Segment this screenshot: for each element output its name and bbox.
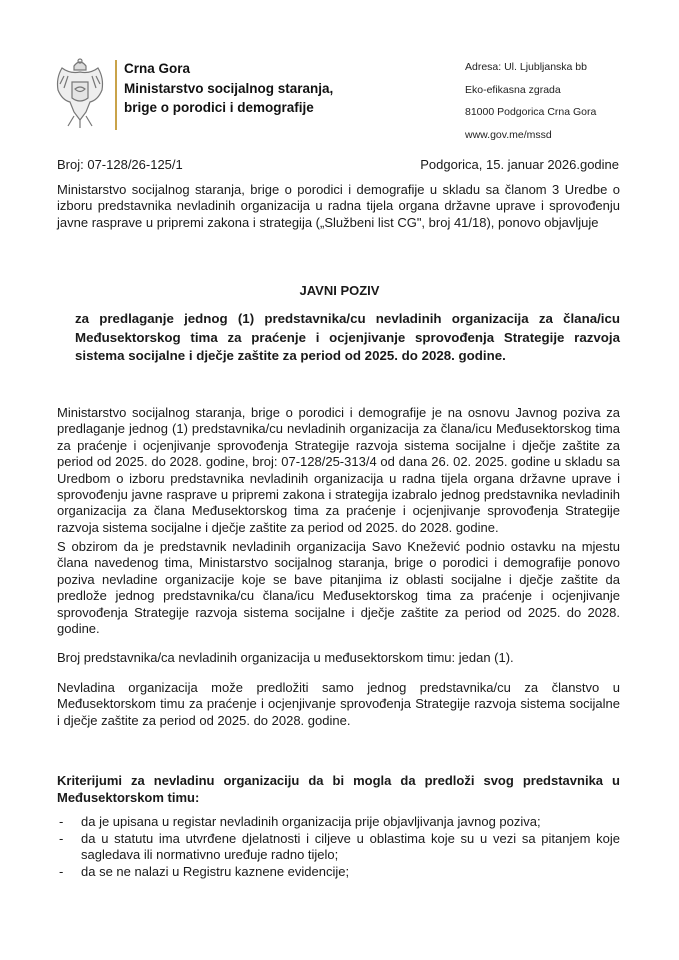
criteria-item-text: da je upisana u registar nevladinih organizacija prije objavljivanja javnog poziva; (81, 814, 541, 829)
document-title: JAVNI POZIV (299, 283, 380, 298)
bullet-dash: - (59, 863, 64, 879)
org-ministry-line-1: Ministarstvo socijalnog staranja, (124, 80, 334, 96)
criteria-item-text: da se ne nalazi u Registru kaznene evidencije; (81, 863, 350, 879)
body-paragraph-4: Nevladina organizacija može predložiti samo jednog predstavnika/cu za članstvo u Međusektorskom timu za praćenje i ocjenjivanje sprovođenja Strategije razvoja sistema socijalne i dječje zaštite za period od 2025. do 2028. godine. (57, 680, 620, 728)
place-date: Podgorica, 15. januar 2026.godine (420, 157, 619, 172)
montenegro-coat-of-arms-icon (52, 56, 108, 132)
address-city: 81000 Podgorica Crna Gora (465, 106, 597, 118)
criteria-item (57, 814, 620, 831)
document-subtitle: za predlaganje jednog (1) predstavnika/cu nevladinih organizacija za člana/icu Međusektorskog tima za praćenje i ocjenjivanje sprovođenja Strategije razvoja sistema socijalne i dječje zaštite za period od 2025. do 2028. godine. (75, 311, 620, 363)
address-building: Eko-efikasna zgrada (465, 83, 561, 96)
body-paragraph-2: S obzirom da je predstavnik nevladinih organizacija Savo Knežević podnio ostavku na mjestu člana navedenog tima, Ministarstvo socijalnog staranja, brige o porodici i demografije ponovo poziva nevladine organizacije koje se bave pitanjima iz oblasti socijalne i dječje zaštite da predlože jednog predstavnika/cu člana/icu Međusektorskog tima za praćenje i ocjenjivanje sprovođenja Strategije razvoja sistema socijalne i dječje zaštite za period od 2025. do 2028. godine. (57, 539, 620, 637)
intro-paragraph: Ministarstvo socijalnog staranja, brige o porodici i demografije u skladu sa članom 3 Uredbe o izboru predstavnika nevladinih organizacija u radna tijela organa državne uprave i sprovođenju javne rasprave u pripremi zakona i strategija („Službeni list CG", broj 41/18), ponovo objavljuje (57, 182, 620, 230)
criteria-list (57, 814, 620, 880)
org-ministry-line-2: brige o porodici i demografije (124, 100, 314, 115)
address-street: Adresa: Ul. Ljubljanska bb (465, 61, 587, 73)
bullet-dash: - (59, 814, 64, 829)
body-paragraph-1: Ministarstvo socijalnog staranja, brige o porodici i demografije je na osnovu Javnog poziva za predlaganje jednog (1) predstavnika/cu nevladinih organizacija za člana/icu Međusektorskog tima za praćenje i ocjenjivanje sprovođenja Strategije razvoja sistema socijalne i dječje zaštite za period od 2025. do 2028. godine, broj: 07-128/25-313/4 od dana 26. 02. 2025. godine u skladu sa Uredbom o izboru predstavnika nevladinih organizacija u radna tijela organa državne uprave i sprovođenju javne rasprave u pripremi zakona i strategija izabralo jednog predstavnika nevladinih organizacija za člana Međusektorskog tima za praćenje i ocjenjivanje sprovođenja Strategije razvoja sistema socijalne i dječje zaštite za period od 2025. do 2028. godine. (57, 405, 620, 535)
bullet-dash: - (59, 830, 64, 846)
org-country: Crna Gora (124, 61, 191, 76)
criteria-item (57, 831, 620, 864)
address-block (465, 56, 596, 146)
document-number: Broj: 07-128/26-125/1 (57, 157, 183, 172)
criteria-item-text: da u statutu ima utvrđene djelatnosti i ciljeve u oblastima koje su u vezi sa pitanjem koje sagledava ili normativno uređuje radno tijelo; (81, 830, 620, 863)
address-website[interactable]: www.gov.me/mssd (465, 128, 552, 141)
organization-name (124, 59, 333, 118)
header-divider (115, 60, 117, 130)
criteria-heading: Kriterijumi za nevladinu organizaciju da bi mogla da predloži svog predstavnika u Međusektorskom timu: (57, 773, 620, 805)
body-paragraph-3: Broj predstavnika/ca nevladinih organizacija u međusektorskom timu: jedan (1). (57, 650, 514, 665)
criteria-item (57, 864, 620, 881)
